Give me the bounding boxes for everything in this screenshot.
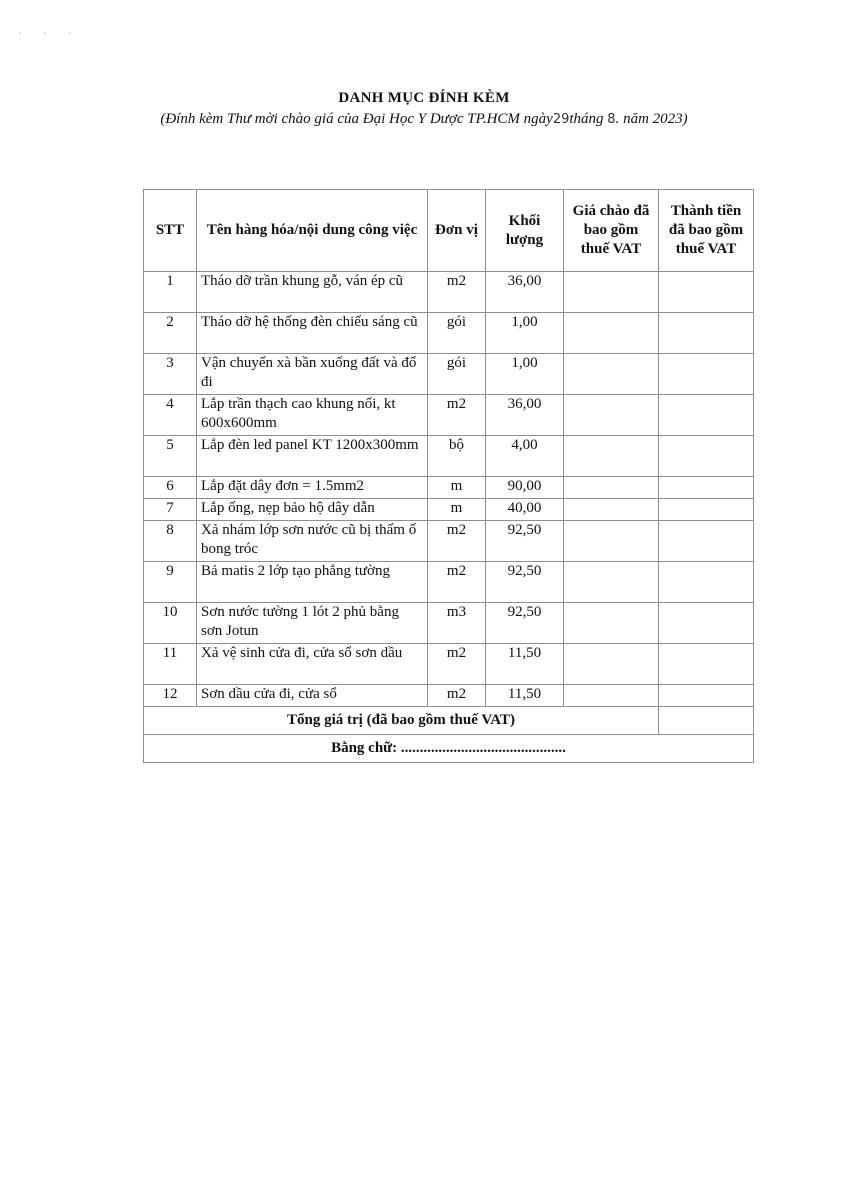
table-row: [144, 313, 754, 354]
header-unit: Đơn vị: [428, 190, 486, 272]
table-row: [144, 685, 754, 707]
subtitle-month-word: tháng: [569, 111, 604, 127]
row-qty: 11,50: [486, 644, 564, 685]
row-qty: 92,50: [486, 562, 564, 603]
row-unit: m2: [428, 644, 486, 685]
row-name: Lắp trần thạch cao khung nổi, kt 600x600mm: [197, 395, 428, 436]
row-price: [564, 477, 659, 499]
row-name: Vận chuyển xà bần xuống đất và đổ đi: [197, 354, 428, 395]
row-total: [659, 477, 754, 499]
row-qty: 92,50: [486, 603, 564, 644]
row-stt: 9: [144, 562, 197, 603]
row-stt: 4: [144, 395, 197, 436]
row-qty: 36,00: [486, 395, 564, 436]
items-table: [143, 189, 754, 763]
row-total: [659, 644, 754, 685]
total-label: Tổng giá trị (đã bao gồm thuế VAT): [144, 707, 659, 735]
in-words-row: [144, 735, 754, 763]
row-price: [564, 313, 659, 354]
row-price: [564, 395, 659, 436]
row-price: [564, 499, 659, 521]
row-total: [659, 499, 754, 521]
header-total: Thành tiền đã bao gồm thuế VAT: [659, 190, 754, 272]
row-total: [659, 562, 754, 603]
row-unit: m2: [428, 395, 486, 436]
row-qty: 92,50: [486, 521, 564, 562]
row-total: [659, 436, 754, 477]
row-stt: 7: [144, 499, 197, 521]
in-words-label: Bằng chữ: ............................................: [144, 735, 754, 763]
handwritten-day: 29: [552, 112, 570, 127]
table-row: [144, 499, 754, 521]
header-qty: Khối lượng: [486, 190, 564, 272]
row-qty: 1,00: [486, 313, 564, 354]
table-row: [144, 272, 754, 313]
row-qty: 11,50: [486, 685, 564, 707]
row-unit: m2: [428, 562, 486, 603]
row-price: [564, 436, 659, 477]
row-stt: 5: [144, 436, 197, 477]
row-name: Tháo dỡ trần khung gỗ, ván ép cũ: [197, 272, 428, 313]
row-stt: 1: [144, 272, 197, 313]
document-subtitle: (Đính kèm Thư mời chào giá của Đại Học Y Dược TP.HCM ngày29tháng 8. năm 2023): [160, 111, 688, 127]
row-unit: bộ: [428, 436, 486, 477]
row-unit: m2: [428, 272, 486, 313]
row-unit: m3: [428, 603, 486, 644]
row-qty: 4,00: [486, 436, 564, 477]
row-total: [659, 272, 754, 313]
row-total: [659, 354, 754, 395]
table-row: [144, 436, 754, 477]
table-row: [144, 644, 754, 685]
row-stt: 10: [144, 603, 197, 644]
subtitle-prefix: (Đính kèm Thư mời chào giá của Đại Học Y Dược TP.HCM ngày: [160, 111, 553, 127]
table-header-row: [144, 190, 754, 272]
table-row: [144, 477, 754, 499]
row-stt: 11: [144, 644, 197, 685]
row-total: [659, 395, 754, 436]
row-price: [564, 603, 659, 644]
row-stt: 12: [144, 685, 197, 707]
row-unit: m: [428, 477, 486, 499]
row-name: Xả vệ sinh cửa đi, cửa sổ sơn dầu: [197, 644, 428, 685]
row-name: Tháo dỡ hệ thống đèn chiếu sáng cũ: [197, 313, 428, 354]
row-total: [659, 603, 754, 644]
row-price: [564, 521, 659, 562]
row-price: [564, 685, 659, 707]
header-stt: STT: [144, 190, 197, 272]
total-row: [144, 707, 754, 735]
row-qty: 90,00: [486, 477, 564, 499]
row-stt: 6: [144, 477, 197, 499]
row-stt: 2: [144, 313, 197, 354]
total-value: [659, 707, 754, 735]
row-price: [564, 272, 659, 313]
row-stt: 3: [144, 354, 197, 395]
row-name: Lắp đèn led panel KT 1200x300mm: [197, 436, 428, 477]
table-row: [144, 603, 754, 644]
row-price: [564, 562, 659, 603]
row-unit: gói: [428, 354, 486, 395]
subtitle-year: năm 2023): [619, 111, 688, 127]
header-price: Giá chào đã bao gồm thuế VAT: [564, 190, 659, 272]
row-total: [659, 521, 754, 562]
header-name: Tên hàng hóa/nội dung công việc: [197, 190, 428, 272]
row-unit: gói: [428, 313, 486, 354]
row-qty: 40,00: [486, 499, 564, 521]
handwritten-month: 8: [607, 112, 616, 127]
row-unit: m2: [428, 521, 486, 562]
row-qty: 36,00: [486, 272, 564, 313]
row-qty: 1,00: [486, 354, 564, 395]
row-name: Sơn nước tường 1 lót 2 phủ bằng sơn Jotun: [197, 603, 428, 644]
row-price: [564, 354, 659, 395]
row-name: Lắp đặt dây đơn = 1.5mm2: [197, 477, 428, 499]
row-unit: m: [428, 499, 486, 521]
row-stt: 8: [144, 521, 197, 562]
row-price: [564, 644, 659, 685]
row-name: Xả nhám lớp sơn nước cũ bị thấm ố bong tróc: [197, 521, 428, 562]
table-row: [144, 395, 754, 436]
row-name: Bả matis 2 lớp tạo phẳng tường: [197, 562, 428, 603]
row-total: [659, 313, 754, 354]
scan-specks: · · ·: [18, 28, 82, 38]
document-title: DANH MỤC ĐÍNH KÈM: [338, 90, 510, 106]
table-row: [144, 354, 754, 395]
table-row: [144, 562, 754, 603]
row-name: Lắp ống, nẹp bảo hộ dây dẫn: [197, 499, 428, 521]
table-row: [144, 521, 754, 562]
row-unit: m2: [428, 685, 486, 707]
row-total: [659, 685, 754, 707]
row-name: Sơn dầu cửa đi, cửa sổ: [197, 685, 428, 707]
